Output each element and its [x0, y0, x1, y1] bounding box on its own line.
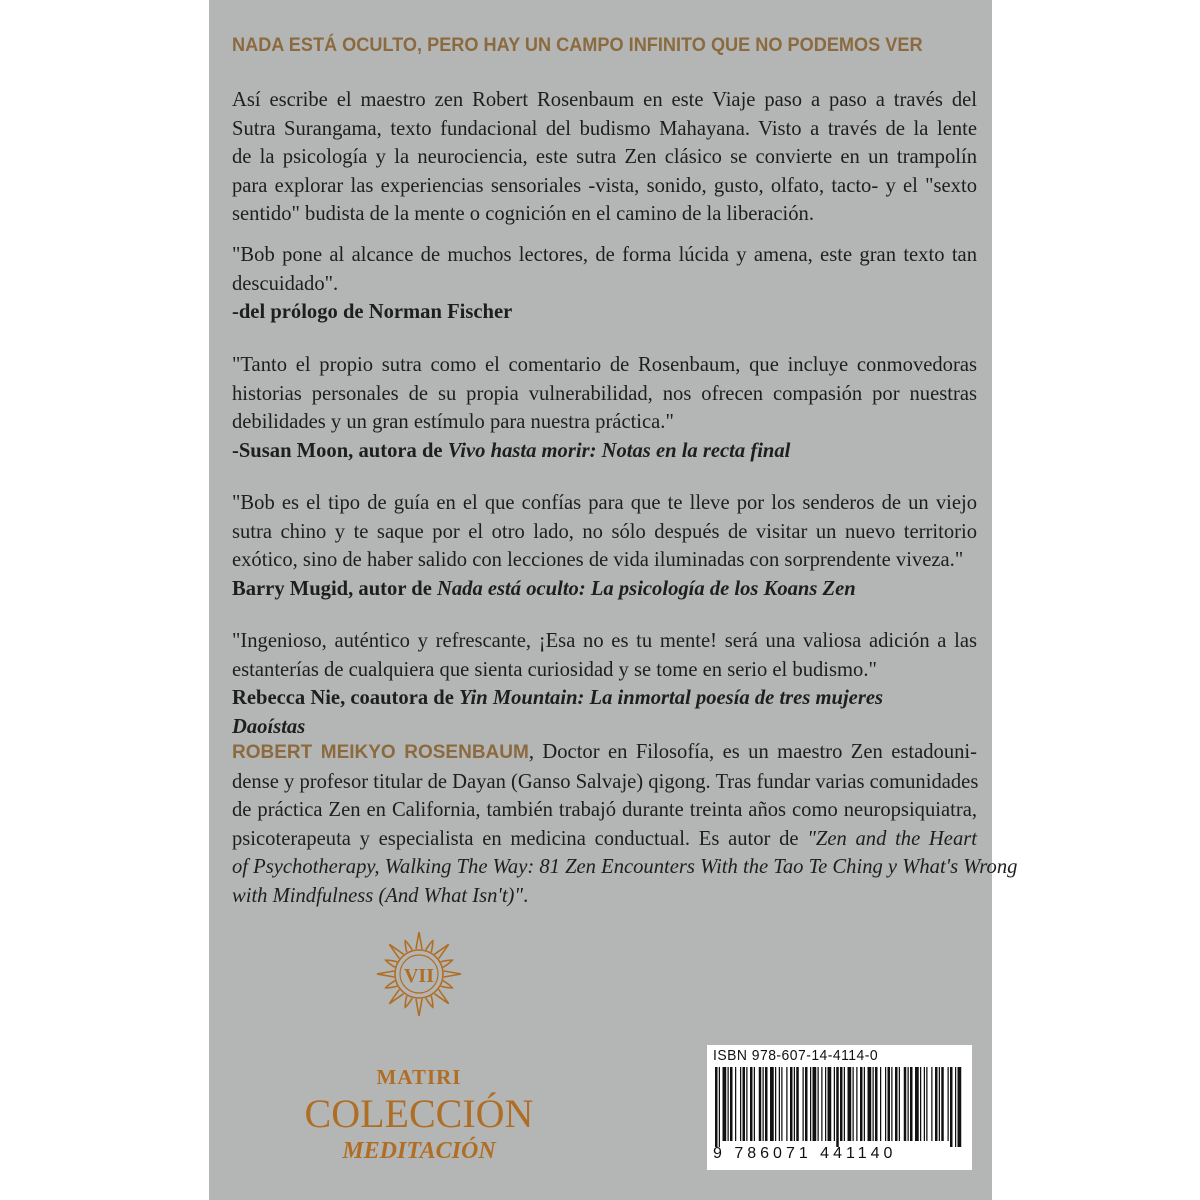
- barcode-digits: 9 786071 441140: [713, 1145, 897, 1162]
- barcode-bar: [810, 1067, 811, 1141]
- intro-line: para explorar las experiencias sensoriales -vista, sonido, gusto, olfato, tacto- y el "sexto: [232, 174, 977, 197]
- quote-line: "Bob pone al alcance de muchos lectores, de forma lúcida y amena, este gran texto tan: [232, 244, 977, 266]
- barcode-bar: [821, 1067, 822, 1141]
- barcode-bar: [735, 1067, 736, 1141]
- barcode-bar: [880, 1067, 881, 1141]
- intro-line: Sutra Surangama, texto fundacional del budismo Mahayana. Visto a través de la lente: [232, 117, 977, 140]
- barcode-bar: [794, 1067, 795, 1141]
- barcode-bar: [786, 1067, 787, 1141]
- sun-ray: [416, 999, 422, 1016]
- barcode-bar: [803, 1067, 804, 1141]
- intro-paragraph: [232, 86, 977, 229]
- barcode-bar: [781, 1067, 782, 1141]
- barcode-bar: [955, 1067, 956, 1147]
- bio-text: , Doctor en Filosofía, es un maestro Zen estadouni-: [528, 741, 977, 763]
- sun-ray: [444, 971, 461, 977]
- barcode-bar: [740, 1067, 741, 1141]
- barcode-bar: [908, 1067, 909, 1141]
- barcode-bar: [939, 1067, 940, 1141]
- tagline-heading: NADA ESTÁ OCULTO, PERO HAY UN CAMPO INFINITO QUE NO PODEMOS VER: [232, 34, 923, 56]
- sun-ray: [389, 944, 403, 958]
- barcode-bar: [834, 1067, 835, 1141]
- publisher-logo: [304, 925, 539, 1175]
- quote-line: historias personales de su propia vulnerabilidad, nos ofrecen compasión por nuestras: [232, 382, 977, 405]
- barcode-bar: [868, 1067, 872, 1141]
- intro-line: sentido" budista de la mente o cognición en el camino de la liberación.: [232, 203, 814, 225]
- bio-book-titles: of Psychotherapy, Walking The Way: 81 Zen Encounters With the Tao Te Ching y What's Wrong: [232, 856, 1018, 878]
- barcode-bar: [836, 1067, 839, 1147]
- quote-fischer: [232, 241, 977, 327]
- barcode-bar: [958, 1067, 962, 1147]
- barcode-bar: [848, 1067, 852, 1141]
- bio-line: [232, 825, 977, 854]
- sun-ray: [434, 944, 448, 958]
- sun-emblem-icon: [374, 929, 464, 1069]
- logo-meditacion: [319, 1138, 519, 1165]
- author-bio: [232, 738, 1018, 910]
- bio-text: .: [523, 884, 529, 907]
- barcode-bar: [950, 1067, 953, 1147]
- barcode-bar: [931, 1067, 932, 1141]
- barcode-bar: [746, 1067, 747, 1141]
- barcode-bar: [948, 1067, 949, 1141]
- barcode-bar: [885, 1067, 886, 1141]
- barcode-bar: [856, 1067, 857, 1141]
- barcode-bar: [715, 1067, 718, 1147]
- bio-book-titles: with Mindfulness (And What Isn't)": [232, 884, 524, 907]
- barcode-bar: [941, 1067, 944, 1141]
- bio-line: [232, 738, 977, 768]
- attribution-book-title: Nada está oculto: La psicología de los Koans Zen: [436, 577, 856, 600]
- barcode-bar: [813, 1067, 817, 1141]
- barcode-bar: [915, 1067, 919, 1141]
- barcode-bar: [888, 1067, 891, 1141]
- barcode-bars: [713, 1067, 965, 1147]
- quote-attribution: [232, 437, 977, 466]
- quote-mugid: [232, 489, 977, 603]
- barcode-bar: [759, 1067, 762, 1141]
- bio-line: dense y profesor titular de Dayan (Ganso Salvaje) qigong. Tras fundar varias comunidades: [232, 770, 979, 793]
- intro-line: Así escribe el maestro zen Robert Rosenbaum en este Viaje paso a paso a través del: [232, 89, 977, 111]
- barcode-bar: [730, 1067, 733, 1141]
- barcode-bar: [796, 1067, 799, 1141]
- barcode-bar: [743, 1067, 746, 1141]
- barcode-bar: [860, 1067, 863, 1141]
- barcode-bar: [844, 1067, 845, 1141]
- bio-line: [232, 853, 1018, 882]
- barcode-bar: [805, 1067, 808, 1141]
- attribution-book-title-cont: Daoístas: [232, 715, 306, 738]
- quote-line: debilidades y un gran estímulo para nuestra práctica.": [232, 411, 674, 433]
- quote-line: exótico, sino de haber salido con lecciones de vida iluminadas con sorprendente viveza.": [232, 549, 964, 571]
- attribution-name: -Susan Moon, autora de: [232, 439, 448, 462]
- attribution-book-title: Yin Mountain: La inmortal poesía de tres mujeres: [459, 687, 883, 709]
- author-name: ROBERT MEIKYO ROSENBAUM: [232, 742, 529, 763]
- attribution-book-title: Vivo hasta morir: Notas en la recta final: [447, 439, 791, 462]
- sun-ray: [377, 971, 394, 977]
- barcode-bar: [924, 1067, 925, 1141]
- barcode-bar: [910, 1067, 913, 1141]
- isbn-barcode: [707, 1045, 972, 1170]
- barcode-bar: [899, 1067, 900, 1141]
- barcode-bar: [926, 1067, 927, 1141]
- bio-book-titles: "Zen and the Heart: [807, 827, 977, 850]
- barcode-bar: [818, 1067, 819, 1141]
- quote-line: "Tanto el propio sutra como el comentario de Rosenbaum, que incluye conmovedoras: [232, 354, 977, 376]
- quote-attribution: [232, 575, 977, 604]
- sun-ray: [389, 989, 403, 1003]
- isbn-label: ISBN 978-607-14-4114-0: [713, 1047, 879, 1064]
- attribution-name: -del prólogo de Norman Fischer: [232, 301, 513, 323]
- quote-line: "Ingenioso, auténtico y refrescante, ¡Esa no es tu mente! será una valiosa adición a las: [232, 630, 977, 652]
- barcode-bar: [750, 1067, 753, 1141]
- barcode-bar: [853, 1067, 854, 1141]
- sun-ray: [416, 932, 422, 949]
- quote-line: descuidado".: [232, 272, 339, 295]
- quote-moon: [232, 351, 977, 465]
- barcode-bar: [840, 1067, 843, 1141]
- barcode-bar: [825, 1067, 826, 1141]
- intro-line: de la psicología y la neurociencia, este sutra Zen clásico se convierte en un trampolín: [232, 146, 977, 168]
- quote-nie: [232, 627, 977, 741]
- barcode-bar: [770, 1067, 774, 1141]
- quote-attribution: [232, 298, 977, 327]
- barcode-bar: [723, 1067, 727, 1141]
- quote-attribution-cont: [232, 713, 977, 742]
- sun-ray: [434, 989, 448, 1003]
- barcode-bar: [875, 1067, 878, 1141]
- attribution-name: Barry Mugid, autor de: [232, 577, 437, 600]
- barcode-bar: [828, 1067, 832, 1141]
- barcode-bar: [754, 1067, 755, 1141]
- barcode-bar: [864, 1067, 865, 1141]
- barcode-bar: [891, 1067, 892, 1141]
- bio-text: psicoterapeuta y especialista en medicina conductual. Es autor de: [232, 827, 808, 850]
- barcode-bar: [790, 1067, 793, 1141]
- barcode-bar: [873, 1067, 874, 1141]
- quote-line: sutra chino y te saque por el otro lado, no sólo después de visitar un nuevo territorio: [232, 520, 977, 543]
- barcode-bar: [904, 1067, 907, 1141]
- barcode-bar: [895, 1067, 898, 1141]
- barcode-bar: [775, 1067, 776, 1141]
- quote-line: "Bob es el tipo de guía en el que confías para que te lleve por los senderos de un viejo: [232, 492, 977, 514]
- quote-attribution: [232, 684, 977, 713]
- barcode-bar: [719, 1067, 720, 1147]
- barcode-bar: [763, 1067, 764, 1141]
- barcode-bar: [920, 1067, 921, 1141]
- logo-coleccion: COLECCIÓN: [304, 1091, 534, 1136]
- barcode-bar: [935, 1067, 938, 1141]
- barcode-bar: [728, 1067, 729, 1141]
- quote-line: estanterías de cualquiera que sienta curiosidad y se tome en serio el budismo.": [232, 658, 877, 681]
- attribution-name: Rebecca Nie, coautora de: [232, 687, 460, 709]
- bio-line: [232, 882, 977, 911]
- logo-meditacion-text: MEDITACIÓN: [342, 1138, 496, 1164]
- barcode-bar: [779, 1067, 780, 1141]
- back-cover: [209, 0, 1018, 1200]
- roman-numeral: VII: [403, 965, 435, 987]
- logo-matiri: MATIRI: [376, 1065, 462, 1089]
- barcode-bar: [765, 1067, 768, 1141]
- bio-line: de práctica Zen en California, también trabajó durante treinta años como neuropsiquiatra,: [232, 799, 977, 821]
